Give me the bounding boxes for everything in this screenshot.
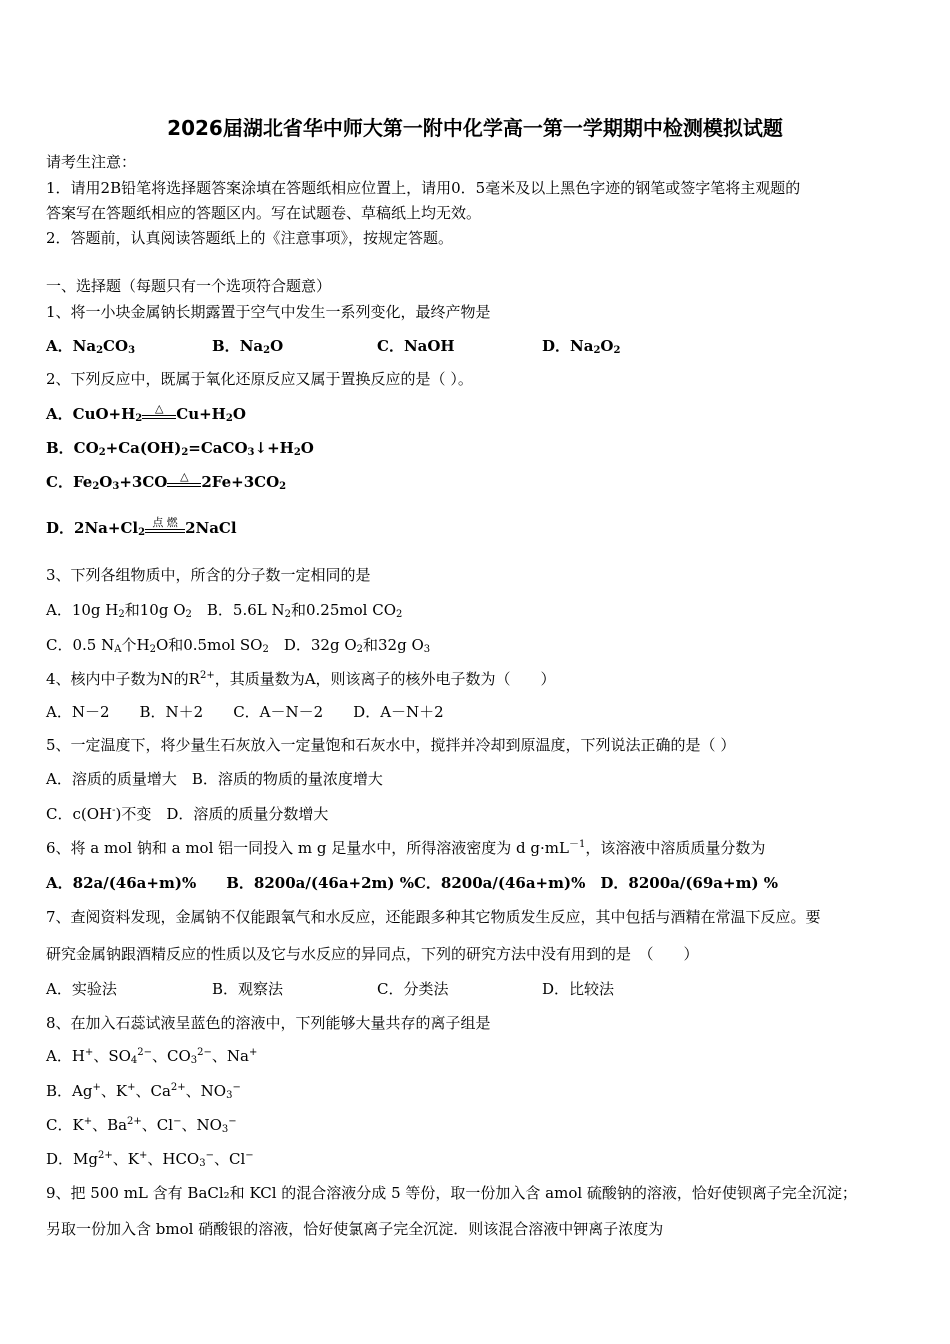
heat-condition: △ [167, 473, 201, 493]
q8-option-c: C．K+、$Ba^{2+}$、Cl−、$NO_3^-$ [46, 1116, 237, 1135]
q2-option-d: D．$2Na+Cl_2$ 点 燃 2NaCl [46, 516, 237, 538]
question-9-stem-a: 9、把 500 mL 含有 BaCl₂和 KCl 的混合溶液分成 5 等份，取一份加入含 amol 硫酸钠的溶液，恰好使钡离子完全沉淀； [46, 1184, 857, 1202]
question-9-stem-b: 另取一份加入含 bmol 硝酸银的溶液，恰好使氯离子完全沉淀．则该混合溶液中钾离子浓度为 [46, 1220, 664, 1238]
question-4-stem: 4、核内中子数为N的$R^{2+}$，其质量数为A，则该离子的核外电子数为（ ） [46, 670, 556, 688]
q5-options-cd: C．c(OH-)不变 D．溶质的质量分数增大 [46, 805, 329, 823]
q7-option-d: D．比较法 [542, 980, 615, 998]
q2-option-b: B．$CO_2+Ca(OH)_2=CaCO_3↓+H_2O$ [46, 439, 314, 458]
q4-options: A．N－2 B．N＋2 C．A－N－2 D．A－N＋2 [46, 703, 444, 721]
question-2-stem: 2、下列反应中，既属于氧化还原反应又属于置换反应的是（ ）。 [46, 370, 473, 388]
question-3-stem: 3、下列各组物质中，所含的分子数一定相同的是 [46, 566, 371, 584]
notice-item-2: 2．答题前，认真阅读答题纸上的《注意事项》，按规定答题。 [46, 229, 454, 247]
q3-options-ab: A．10g $H_2$和10g $O_2$ B．5.6L $N_2$和0.25mol $CO_2$ [46, 601, 403, 620]
q1-option-c: C．NaOH [377, 337, 455, 355]
q8-option-a: A．H+、$SO_4^{2-}$、$CO_3^{2-}$、Na+ [46, 1047, 258, 1066]
q1-option-b: B．$Na_2O$ [212, 337, 284, 356]
page-title: 2026届湖北省华中师大第一附中化学高一第一学期期中检测模拟试题 [167, 116, 783, 140]
q5-options-ab: A．溶质的质量增大 B．溶质的物质的量浓度增大 [46, 770, 383, 788]
q8-option-d: D．$Mg^{2+}$、K+、$HCO_3^-$、Cl− [46, 1150, 254, 1169]
q1-option-a: A．$Na_2CO_3$ [46, 337, 136, 356]
question-8-stem: 8、在加入石蕊试液呈蓝色的溶液中，下列能够大量共存的离子组是 [46, 1014, 491, 1032]
notice-item-1a: 1．请用2B铅笔将选择题答案涂填在答题纸相应位置上，请用0．5毫米及以上黑色字迹的钢笔或签字笔将主观题的 [46, 179, 801, 197]
q2-option-a: A．$CuO+H_2$ △ $Cu+H_2O$ [46, 402, 246, 424]
q6-options: A．82a/(46a+m)% B．8200a/(46a+2m) %C．8200a/(46a+m)% D．8200a/(69a+m) % [46, 874, 779, 892]
notice-heading: 请考生注意： [46, 153, 137, 171]
question-7-stem-a: 7、查阅资料发现，金属钠不仅能跟氧气和水反应，还能跟多种其它物质发生反应，其中包括与酒精在常温下反应。要 [46, 908, 821, 926]
q7-option-a: A．实验法 [46, 980, 117, 998]
notice-item-1b: 答案写在答题纸相应的答题区内。写在试题卷、草稿纸上均无效。 [46, 204, 482, 222]
question-6-stem: 6、将 a mol 钠和 a mol 铝一同投入 m g 足量水中，所得溶液密度为 d $g\cdot mL^{-1}$，该溶液中溶质质量分数为 [46, 839, 766, 857]
q8-option-b: B．Ag+、K+、$Ca^{2+}$、$NO_3^-$ [46, 1082, 241, 1101]
question-5-stem: 5、一定温度下，将少量生石灰放入一定量饱和石灰水中，搅拌并冷却到原温度，下列说法正确的是（ ） [46, 736, 736, 754]
q1-option-d: D．$Na_2O_2$ [542, 337, 621, 356]
q7-option-c: C．分类法 [377, 980, 449, 998]
heat-condition: △ [142, 405, 176, 425]
section-heading: 一、选择题（每题只有一个选项符合题意） [46, 277, 332, 295]
question-7-stem-b: 研究金属钠跟酒精反应的性质以及它与水反应的异同点，下列的研究方法中没有用到的是 （ ） [46, 945, 699, 963]
question-1-stem: 1、将一小块金属钠长期露置于空气中发生一系列变化，最终产物是 [46, 303, 491, 321]
q3-options-cd: C．0.5 $N_A$个$H_2O$和0.5mol $SO_2$ D．32g $O_2$和32g $O_3$ [46, 636, 431, 655]
ignite-condition: 点 燃 [145, 519, 185, 539]
q2-option-c: C．$Fe_2O_3+3CO$ △ $2Fe+3CO_2$ [46, 470, 287, 492]
q7-option-b: B．观察法 [212, 980, 284, 998]
